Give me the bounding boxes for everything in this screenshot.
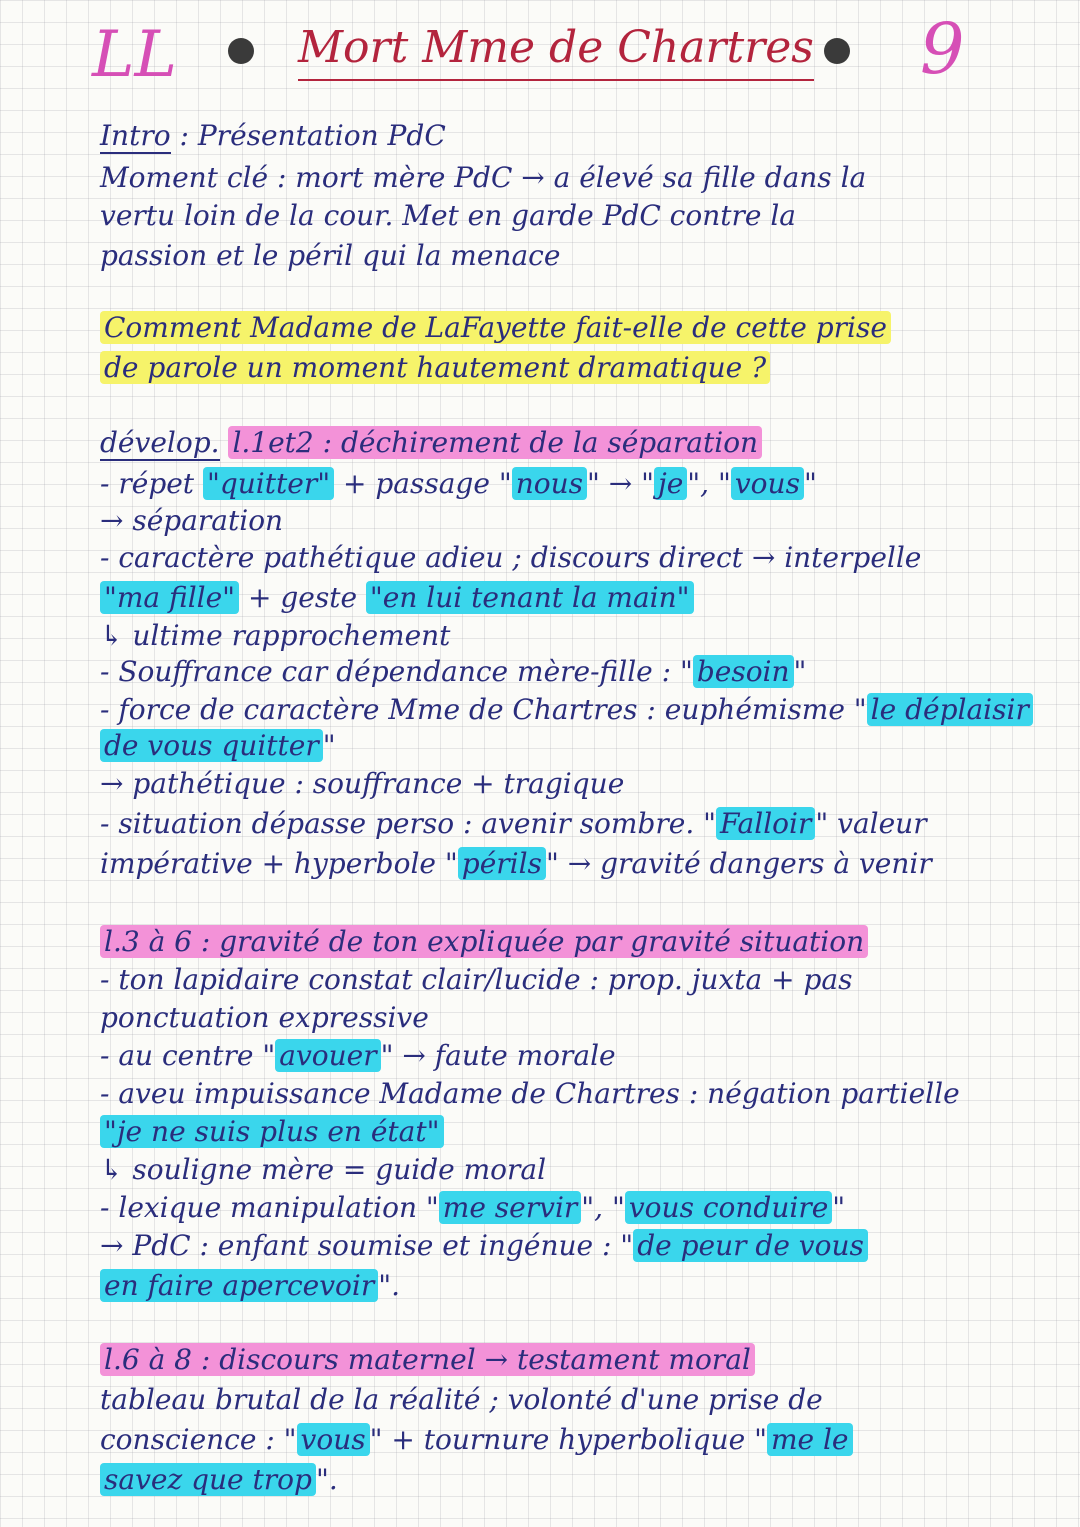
s2-line-4: - aveu impuissance Madame de Chartres : négation partielle — [100, 1077, 960, 1110]
question-line-1 — [100, 310, 1020, 346]
s1-line-6 — [100, 654, 1020, 690]
quote: me servir — [439, 1191, 582, 1224]
text: ", " — [581, 1191, 625, 1224]
quote: avouer — [275, 1039, 380, 1072]
text: " → gravité dangers à venir — [545, 847, 932, 880]
binder-hole-right — [824, 38, 850, 64]
section-3-heading — [100, 1342, 1020, 1378]
develop-label: dévelop. — [100, 426, 220, 459]
s1-line-1 — [100, 466, 1020, 502]
text: - au centre " — [100, 1039, 276, 1072]
intro-sep: : — [179, 119, 189, 152]
quote: de vous quitter — [100, 729, 323, 762]
s2-line-2: ponctuation expressive — [100, 1001, 429, 1034]
text: " — [832, 1191, 846, 1224]
question-text-2: de parole un moment hautement dramatique ? — [100, 351, 770, 384]
text: + passage " — [334, 467, 512, 500]
s1-line-3: - caractère pathétique adieu ; discours direct → interpelle — [100, 541, 922, 574]
s1-line-2: → séparation — [100, 504, 284, 537]
quote: vous — [297, 1423, 370, 1456]
quote: besoin — [693, 655, 794, 688]
quote: de peur de vous — [633, 1229, 868, 1262]
s2-line-9 — [100, 1268, 1020, 1304]
s3-line-3 — [100, 1462, 1020, 1498]
binder-hole-left — [228, 38, 254, 64]
text: → PdC : enfant soumise et ingénue : " — [100, 1229, 634, 1262]
section-3-title: l.6 à 8 : discours maternel → testament moral — [100, 1343, 755, 1376]
text: conscience : " — [100, 1423, 297, 1456]
text: - lexique manipulation " — [100, 1191, 439, 1224]
quote: en faire apercevoir — [100, 1269, 378, 1302]
text: " → faute morale — [380, 1039, 616, 1072]
section-2-title: l.3 à 6 : gravité de ton expliquée par gravité situation — [100, 925, 868, 958]
text: - force de caractère Mme de Chartres : euphémisme " — [100, 693, 867, 726]
text: " valeur — [815, 807, 927, 840]
s1-line-9: → pathétique : souffrance + tragique — [100, 767, 625, 800]
text: + geste — [239, 581, 366, 614]
s1-line-8 — [100, 728, 1020, 764]
quote: "quitter" — [203, 467, 334, 500]
section-2-heading — [100, 924, 1020, 960]
s1-line-7 — [100, 692, 1029, 728]
intro-line — [100, 118, 1020, 154]
s1-line-10 — [100, 806, 1020, 842]
text: " + tournure hyperbolique " — [369, 1423, 767, 1456]
section-1-title: l.1et2 : déchirement de la séparation — [228, 426, 762, 459]
s3-line-1: tableau brutal de la réalité ; volonté d'une prise de — [100, 1383, 823, 1416]
quote: je — [654, 467, 687, 500]
moment-cle-line-1: Moment clé : mort mère PdC → a élevé sa fille dans la — [100, 161, 867, 194]
text: ", " — [687, 467, 731, 500]
quote: me le — [767, 1423, 853, 1456]
question-line-2 — [100, 350, 1020, 386]
text: - situation dépasse perso : avenir sombre. " — [100, 807, 717, 840]
text: ". — [378, 1269, 400, 1302]
quote: Falloir — [716, 807, 815, 840]
moment-cle-line-3: passion et le péril qui la menace — [100, 239, 561, 272]
text: ". — [315, 1463, 338, 1496]
quote: périls — [458, 847, 546, 880]
s1-line-5: ↳ ultime rapprochement — [100, 619, 451, 652]
page-title: Mort Mme de Chartres — [298, 22, 814, 81]
s2-line-7 — [100, 1190, 1020, 1226]
s1-line-4 — [100, 580, 1020, 616]
intro-text: Présentation PdC — [197, 119, 446, 152]
s2-line-5 — [100, 1114, 1020, 1150]
text: " — [803, 467, 817, 500]
quote: "je ne suis plus en état" — [100, 1115, 444, 1148]
question-text-1: Comment Madame de LaFayette fait-elle de cette prise — [100, 311, 891, 344]
text: - répet — [100, 467, 203, 500]
class-label: LL — [92, 18, 177, 92]
quote: "ma fille" — [100, 581, 239, 614]
s1-line-11 — [100, 846, 1020, 882]
quote: nous — [512, 467, 587, 500]
quote: savez que trop — [100, 1463, 316, 1496]
intro-label: Intro — [100, 119, 171, 152]
quote: vous — [731, 467, 804, 500]
s2-line-8 — [100, 1228, 1020, 1264]
s2-line-6: ↳ souligne mère = guide moral — [100, 1153, 547, 1186]
text: impérative + hyperbole " — [100, 847, 458, 880]
text: " → " — [587, 467, 655, 500]
s3-line-2 — [100, 1422, 1020, 1458]
s2-line-1: - ton lapidaire constat clair/lucide : prop. juxta + pas — [100, 963, 853, 996]
moment-cle-line-2: vertu loin de la cour. Met en garde PdC contre la — [100, 199, 796, 232]
text: " — [322, 729, 336, 762]
text: - Souffrance car dépendance mère-fille : " — [100, 655, 693, 688]
page-number: 9 — [920, 8, 965, 90]
quote: vous conduire — [625, 1191, 832, 1224]
quote: "en lui tenant la main" — [366, 581, 694, 614]
quote: le déplaisir — [867, 693, 1033, 726]
section-1-heading — [100, 425, 1020, 461]
text: " — [793, 655, 807, 688]
s2-line-3 — [100, 1038, 1020, 1074]
